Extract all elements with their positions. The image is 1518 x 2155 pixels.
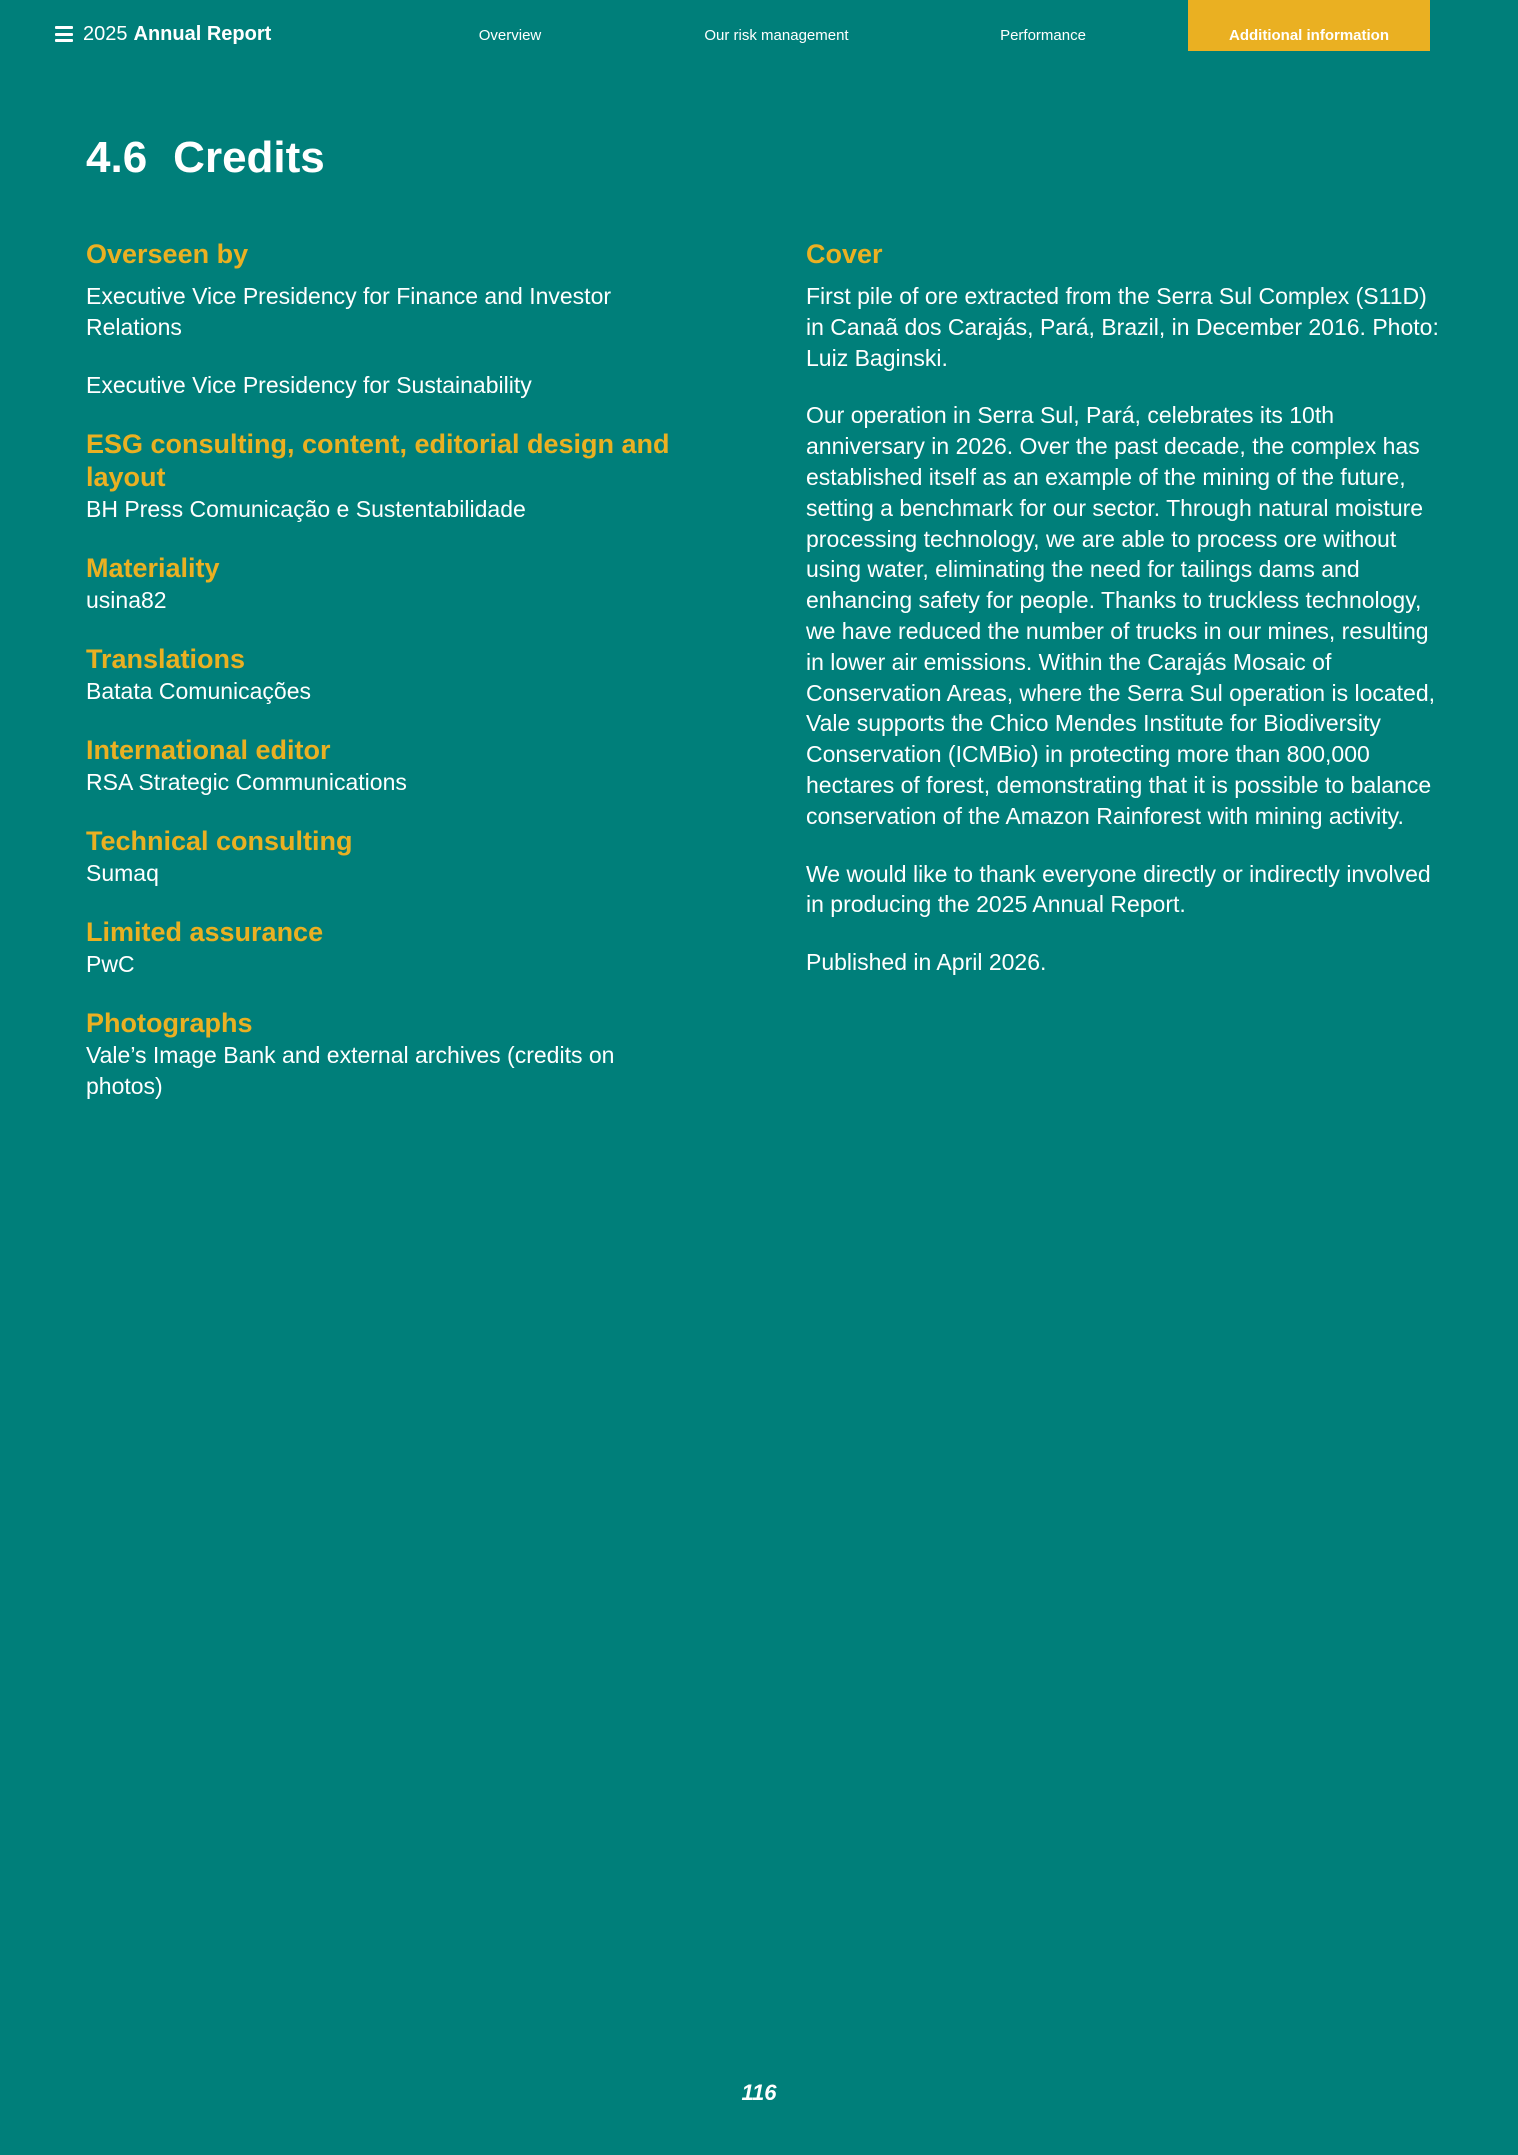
materiality-heading: Materiality xyxy=(86,553,220,583)
international-editor-value: RSA Strategic Communications xyxy=(86,769,407,795)
esg-consulting-value: BH Press Comunicação e Sustentabilidade xyxy=(86,496,526,522)
international-editor-heading: International editor xyxy=(86,735,331,765)
translations-heading: Translations xyxy=(86,644,246,674)
page-number: 116 xyxy=(741,2080,777,2105)
translations-value: Batata Comunicações xyxy=(86,678,312,704)
technical-consulting-heading: Technical consulting xyxy=(86,826,353,856)
materiality-value: usina82 xyxy=(86,587,167,613)
nav-tab-performance[interactable]: Performance xyxy=(1000,27,1086,44)
overseen-by-item: Executive Vice Presidency for Finance and Investor Relations xyxy=(86,283,612,340)
technical-consulting-value: Sumaq xyxy=(86,860,159,886)
report-name: Annual Report xyxy=(133,23,272,45)
credits-right-column xyxy=(806,238,1446,978)
report-year: 2025 xyxy=(83,23,128,45)
overseen-by-heading: Overseen by xyxy=(86,239,249,269)
cover-heading: Cover xyxy=(806,239,883,269)
photographs-value: Vale’s Image Bank and external archives (credits on photos) xyxy=(86,1042,615,1099)
cover-caption: First pile of ore extracted from the Serra Sul Complex (S11D) in Canaã dos Carajás, Pará, Brazil, in December 2016. Photo: Luiz Baginski. xyxy=(806,283,1439,371)
section-number: 4.6 xyxy=(86,133,148,182)
section-title: Credits xyxy=(173,133,325,182)
esg-consulting-heading: ESG consulting, content, editorial design and layout xyxy=(86,429,670,492)
top-navigation-bar xyxy=(0,0,1518,51)
operation-paragraph: Our operation in Serra Sul, Pará, celebrates its 10th anniversary in 2026. Over the past decade, the complex has established itself as an example of the mining of the future, setting a benchmark for our sector. Through natural moisture processing technology, we are able to process ore without using water, eliminating the need for tailings dams and enhancing safety for people. Thanks to truckless technology, we have reduced the number of trucks in our mines, resulting in lower air emissions. Within the Carajás Mosaic of Conservation Areas, where the Serra Sul operation is located, Vale supports the Chico Mendes Institute for Biodiversity Conservation (ICMBio) in protecting more than 800,000 hectares of forest, demonstrating that it is possible to balance conservation of the Amazon Rainforest with mining activity. xyxy=(806,402,1436,829)
limited-assurance-value: PwC xyxy=(86,951,135,977)
limited-assurance-heading: Limited assurance xyxy=(86,917,324,947)
report-brand[interactable] xyxy=(55,22,271,46)
nav-tab-overview[interactable]: Overview xyxy=(478,27,542,44)
overseen-by-item: Executive Vice Presidency for Sustainability xyxy=(86,372,532,398)
thanks-paragraph: We would like to thank everyone directly or indirectly involved in producing the 2025 Annual Report. xyxy=(806,860,1431,918)
photographs-heading: Photographs xyxy=(86,1008,253,1038)
nav-tab-additional-information[interactable]: Additional information xyxy=(1188,0,1430,51)
nav-tab-risk-management[interactable]: Our risk management xyxy=(704,27,849,44)
credits-left-column xyxy=(86,238,686,1102)
publication-date: Published in April 2026. xyxy=(806,949,1047,976)
page-title xyxy=(86,128,325,188)
hamburger-menu-icon[interactable] xyxy=(55,26,73,42)
